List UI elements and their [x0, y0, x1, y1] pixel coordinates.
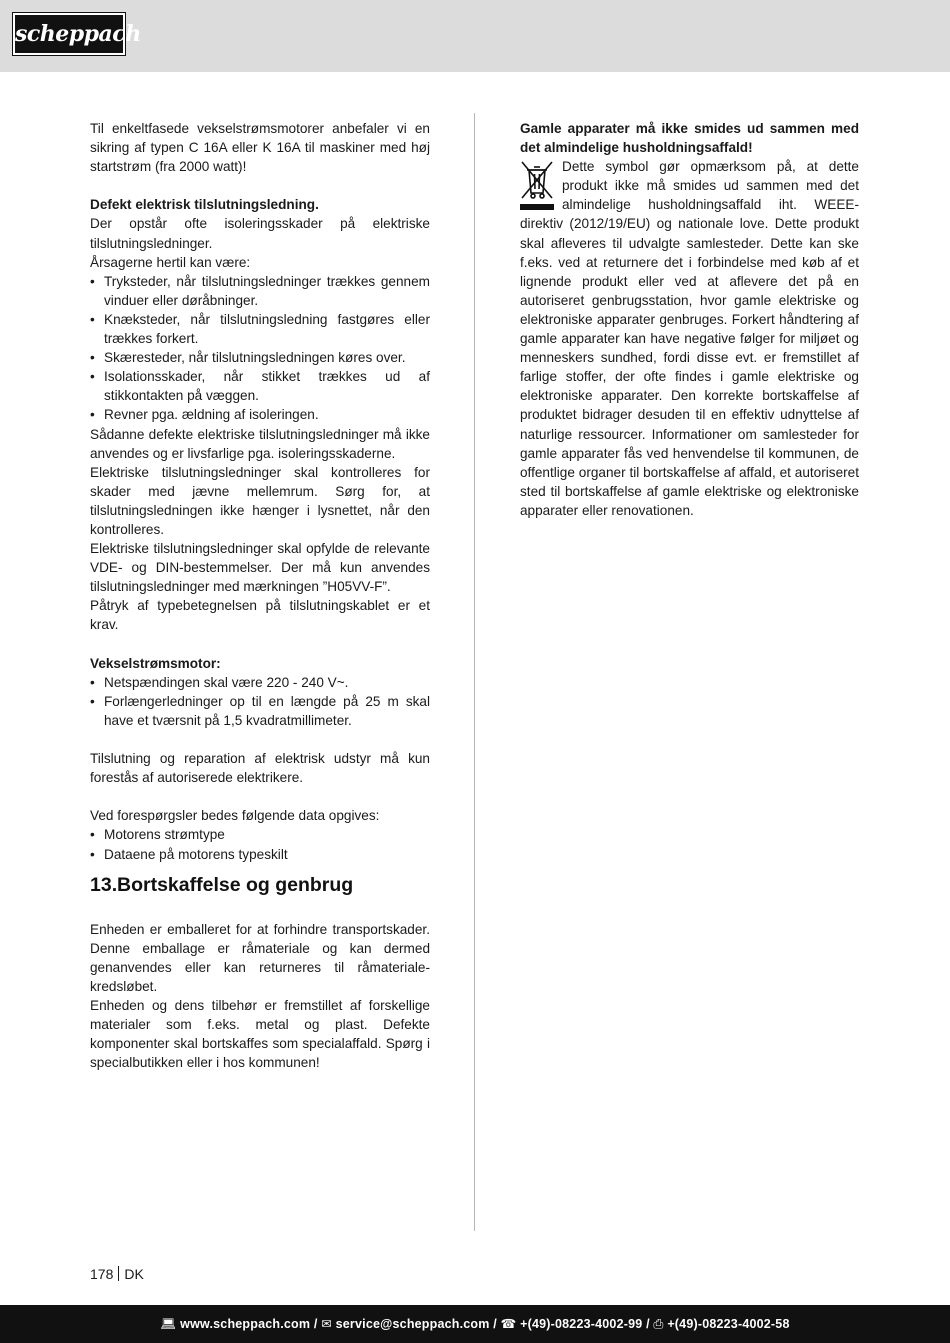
header-bar: [0, 0, 950, 72]
defekt-paragraph: Påtryk af typebetegnelsen på tilslutningskablet er et krav.: [90, 598, 430, 633]
list-item: • Netspændingen skal være 220 - 240 V~.: [90, 674, 349, 690]
column-divider: [474, 113, 475, 1231]
weee-body: Dette symbol gør opmærksom på, at dette produkt ikke må smides ud sammen med det almindelige husholdningsaffald iht. WEEE-direktiv (2012/19/EU) og nationale love. Dette produkt skal afleveres til udvalgte samlesteder. Dette kan ske f.eks. ved at returnere det i forbindelse med køb af et lignende produkt eller ved at aflevere det på en autoriseret genbrugsstation, hvor gamle elektriske og elektroniske apparater genbruges. Forkert håndtering af gamle apparater kan have negative følger for miljøet og menneskers sundhed, fordi disse evt. er fremstillet af farlige stoffer, der ofte findes i gamle elektriske og elektroniske apparater. Den korrekte bortskaffelse af produktet bidrager desuden til en effektiv udnyttelse af naturlige ressourcer. Informationer om samlesteder for gamle apparater fås ved henvendelse til kommunen, de offentlige organer til bortskaffelse af affald, et autoriseret sted til bortskaffelse af gamle elektriske og elektroniske apparater eller renovationen.: [520, 159, 859, 518]
footer-phone: +(49)-08223-4002-99: [520, 1317, 643, 1331]
causes-intro: Årsagerne hertil kan være:: [90, 254, 251, 270]
forespoergsler-paragraph: Ved forespørgsler bedes følgende data opgives:: [90, 808, 380, 824]
intro-paragraph: Til enkeltfasede vekselstrømsmotorer anbefaler vi en sikring af typen C 16A eller K 16A til maskiner med høj startstrøm (fra 2000 watt)!: [90, 121, 430, 175]
weee-block: [520, 157, 859, 520]
email-icon: ✉: [321, 1317, 332, 1331]
section-number: 13.: [90, 873, 118, 896]
bortskaffelse-paragraph: Enheden er emballeret for at forhindre transportskader. Denne emballage er råmateriale og kan dermed genanvendes eller kan returneres til råmateriale-kredsløbet.: [90, 921, 430, 994]
tilslutning-paragraph: Tilslutning og reparation af elektrisk udstyr må kun forestås af autoriserede elektrikere.: [90, 751, 430, 786]
weee-heading: Gamle apparater må ikke smides ud sammen med det almindelige husholdningsaffald!: [520, 121, 859, 156]
defekt-paragraph: Elektriske tilslutningsledninger skal kontrolleres for skader med jævne mellemrum. Sørg for, at tilslutningsledningen ikke hænger i lysnettet, når den kontrolleres.: [90, 464, 430, 537]
list-item: • Tryksteder, når tilslutningsledninger trækkes gennem vinduer eller døråbninger.: [90, 273, 430, 308]
defekt-paragraph: Der opstår ofte isoleringsskader på elektriske tilslutningsledninger.: [90, 216, 430, 251]
list-item: • Isolationsskader, når stikket trækkes ud af stikkontakten på væggen.: [90, 369, 430, 404]
list-item: • Motorens strømtype: [90, 827, 225, 843]
left-column: [90, 119, 430, 1072]
section-heading: [90, 872, 430, 898]
list-item: • Forlængerledninger op til en længde på 25 m skal have et tværsnit på 1,5 kvadratmillimeter.: [90, 693, 430, 728]
veksel-heading: Vekselstrømsmotor:: [90, 655, 221, 671]
defekt-paragraph: Sådanne defekte elektriske tilslutningsledninger må ikke anvendes og er livsfarlige pga. isoleringsskaderne.: [90, 426, 430, 461]
list-item: • Revner pga. ældning af isoleringen.: [90, 407, 319, 423]
scheppach-logo: scheppach: [13, 13, 125, 55]
phone-icon: ☎: [500, 1317, 517, 1331]
footer-email[interactable]: service@scheppach.com: [335, 1317, 490, 1331]
page-number: [90, 1265, 144, 1283]
veksel-list: [90, 673, 430, 730]
computer-icon: 💻︎: [160, 1317, 177, 1331]
causes-list: [90, 272, 430, 425]
list-item: • Skæresteder, når tilslutningsledningen køres over.: [90, 350, 406, 366]
list-item: • Knæksteder, når tilslutningsledning fastgøres eller trækkes forkert.: [90, 311, 430, 347]
page-number-value: 178: [90, 1266, 114, 1282]
data-list: [90, 825, 430, 863]
fax-icon: ⎙: [653, 1317, 664, 1331]
footer-fax: +(49)-08223-4002-58: [667, 1317, 790, 1331]
weee-crossed-bin-icon: [520, 160, 558, 212]
defekt-heading: Defekt elektrisk tilslutningsledning.: [90, 197, 319, 213]
footer-website[interactable]: www.scheppach.com: [180, 1317, 311, 1331]
bortskaffelse-paragraph: Enheden og dens tilbehør er fremstillet af forskellige materialer som f.eks. metal og plast. Defekte komponenter skal bortskaffes som specialaffald. Spørg i specialbutikken eller i hos kommunen!: [90, 998, 430, 1071]
defekt-paragraph: Elektriske tilslutningsledninger skal opfylde de relevante VDE- og DIN-bestemmelser. Der må kun anvendes tilslutningsledninger med mærkningen ”H05VV-F”.: [90, 541, 430, 595]
footer-bar: 💻︎ www.scheppach.com / ✉ service@scheppach.com / ☎ +(49)-08223-4002-99 / ⎙ +(49)-08223-4002-58: [0, 1305, 950, 1343]
section-title: Bortskaffelse og genbrug: [117, 873, 354, 896]
page-language: DK: [124, 1266, 144, 1282]
list-item: • Dataene på motorens typeskilt: [90, 846, 288, 862]
right-column: [520, 119, 859, 520]
